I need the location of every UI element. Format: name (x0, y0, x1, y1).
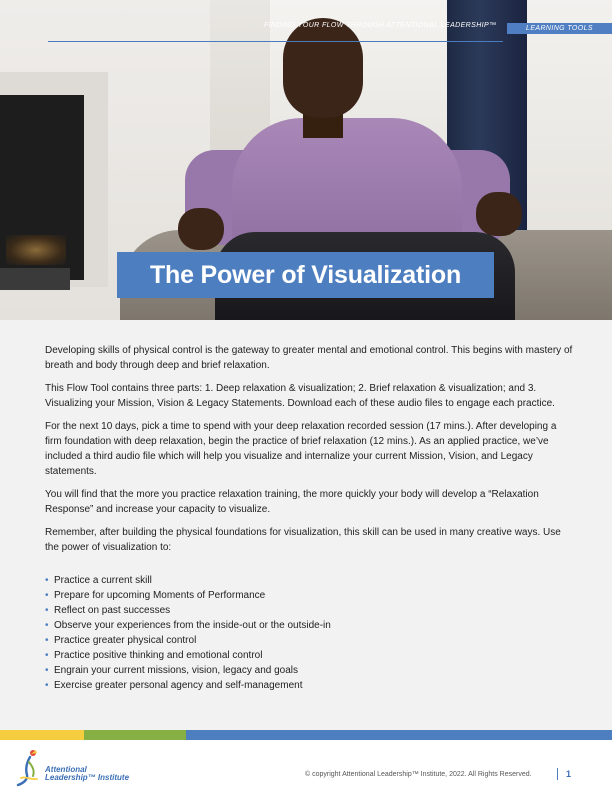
list-item (45, 603, 575, 618)
right-hand (476, 192, 522, 236)
list-item-text: Practice positive thinking and emotional control (54, 650, 263, 661)
list-item (45, 573, 575, 588)
header-rule (48, 41, 503, 42)
paragraph-1: Developing skills of physical control is the gateway to greater mental and emotional control. This begins with mastery of breath and body through deep and brief relaxation. (45, 345, 573, 371)
list-item (45, 678, 575, 693)
visualization-uses-list (45, 573, 575, 693)
footer-strip-green (84, 730, 186, 740)
paragraph-5: Remember, after building the physical foundations for visualization, this skill can be used in many creative ways. Use the power of visualization to: (45, 527, 561, 553)
footer-strip-yellow (0, 730, 84, 740)
page-title: The Power of Visualization (149, 261, 462, 289)
list-item-text: Engrain your current missions, vision, legacy and goals (54, 665, 299, 676)
institute-logo (15, 748, 155, 788)
bullet-icon: • (45, 635, 49, 646)
bullet-icon: • (45, 665, 49, 676)
list-item-text: Exercise greater personal agency and self-management (54, 680, 303, 691)
body-content (45, 343, 575, 693)
bullet-icon: • (45, 620, 49, 631)
figure-logo-icon (15, 748, 43, 788)
fire-glow (6, 235, 66, 265)
list-item-text: Observe your experiences from the inside-out or the outside-in (54, 620, 331, 631)
left-hand (178, 208, 224, 250)
bullet-icon: • (45, 650, 49, 661)
logo-text-line-2: Leadership™ Institute (45, 773, 130, 782)
list-item (45, 588, 575, 603)
list-item (45, 648, 575, 663)
list-item-text: Practice greater physical control (54, 635, 197, 646)
page-number: 1 (566, 769, 572, 779)
bullet-icon: • (45, 605, 49, 616)
header-tagline: FINDING YOUR FLOW THROUGH ATTENTIONAL LEADERSHIP™ (264, 22, 497, 29)
logo-text-line-1: Attentional (45, 765, 87, 774)
paragraph-2: This Flow Tool contains three parts: 1. Deep relaxation & visualization; 2. Brief relaxation & visualization; and 3. Visualizing your Mission, Vision & Legacy Statements. Download each of these audio files to engage each practice. (45, 383, 555, 409)
footer-divider (557, 768, 558, 780)
paragraph-4: You will find that the more you practice relaxation training, the more quickly your body will develop a “Relaxation Response” and increase your capacity to visualize. (45, 489, 539, 515)
bullet-icon: • (45, 590, 49, 601)
list-item-text: Practice a current skill (54, 575, 152, 586)
copyright-notice: © copyright Attentional Leadership™ Institute, 2022. All Rights Reserved. (305, 771, 532, 778)
list-item (45, 633, 575, 648)
list-item-text: Prepare for upcoming Moments of Performance (54, 590, 266, 601)
bullet-icon: • (45, 680, 49, 691)
side-table (0, 268, 70, 290)
head (283, 18, 363, 118)
footer-strip-blue (186, 730, 612, 740)
section-label: LEARNING TOOLS (507, 23, 612, 34)
bullet-icon: • (45, 575, 49, 586)
title-banner (117, 252, 494, 298)
list-item (45, 618, 575, 633)
list-item (45, 663, 575, 678)
list-item-text: Reflect on past successes (54, 605, 171, 616)
paragraph-3: For the next 10 days, pick a time to spend with your deep relaxation recorded session (17 mins.). After developing a firm foundation with deep relaxation, begin the practice of brief relaxation (12 mins.). As an applied practice, we’ve included a third audio file which will help you visualize and internalize your current Mission, Vision, and Legacy statements. (45, 421, 557, 477)
